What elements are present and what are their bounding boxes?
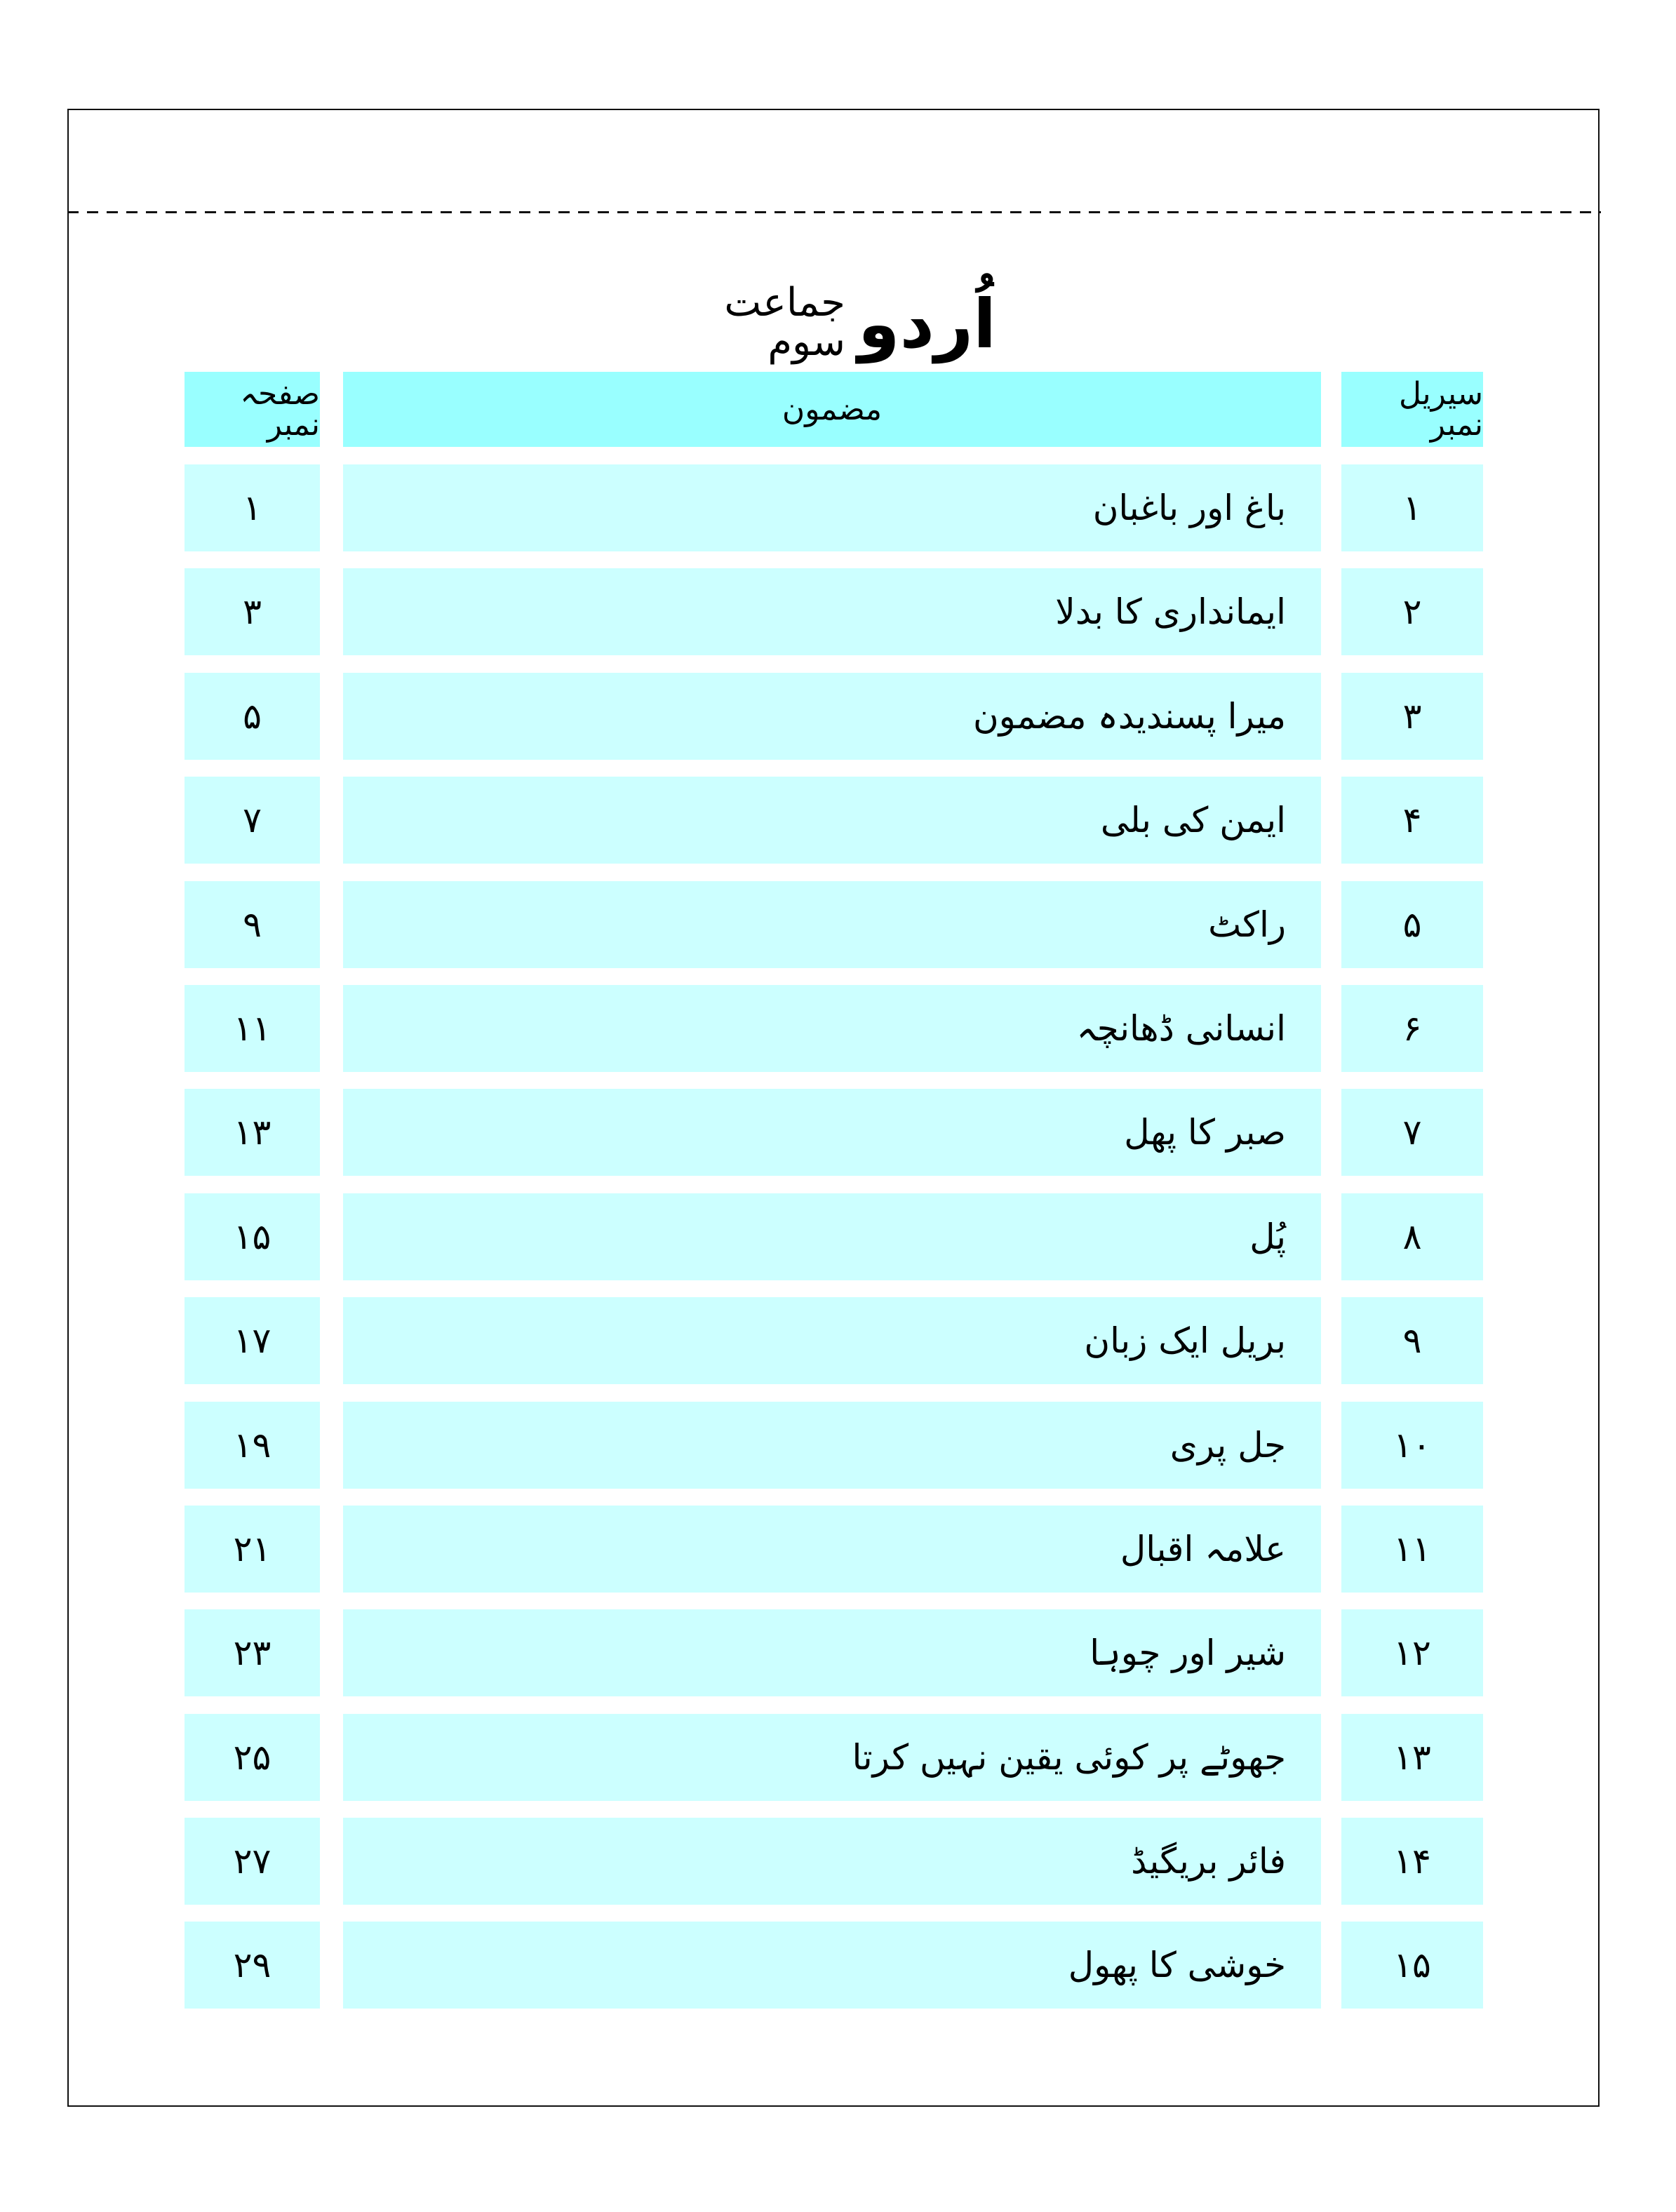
header-page-number: صفحہ نمبر: [185, 372, 320, 447]
row-4-title[interactable]: ایمن کی بلی: [343, 777, 1321, 864]
row-12-title[interactable]: شیر اور چوہا: [343, 1609, 1321, 1696]
row-8-page: ۱۵: [185, 1193, 320, 1280]
row-4-serial: ۴: [1341, 777, 1483, 864]
row-15-title[interactable]: خوشی کا پھول: [343, 1922, 1321, 2009]
page-title: اُردو: [857, 285, 996, 363]
row-9-serial: ۹: [1341, 1297, 1483, 1384]
row-11-serial: ۱۱: [1341, 1506, 1483, 1593]
row-5-title[interactable]: راکٹ: [343, 881, 1321, 968]
row-1-title[interactable]: باغ اور باغبان: [343, 464, 1321, 551]
row-11-page: ۲۱: [185, 1506, 320, 1593]
row-5-serial: ۵: [1341, 881, 1483, 968]
row-15-page: ۲۹: [185, 1922, 320, 2009]
row-8-serial: ۸: [1341, 1193, 1483, 1280]
dashed-cut-line: [67, 211, 1601, 213]
row-13-serial: ۱۳: [1341, 1714, 1483, 1801]
row-13-page: ۲۵: [185, 1714, 320, 1801]
header-topic: مضمون: [343, 372, 1321, 447]
row-6-serial: ۶: [1341, 985, 1483, 1072]
row-8-title[interactable]: پُل: [343, 1193, 1321, 1280]
row-6-title[interactable]: انسانی ڈھانچہ: [343, 985, 1321, 1072]
header-serial-number: سیریل نمبر: [1341, 372, 1483, 447]
row-7-title[interactable]: صبر کا پھل: [343, 1089, 1321, 1176]
page-subtitle: جماعت سوم: [724, 280, 845, 365]
row-2-serial: ۲: [1341, 568, 1483, 655]
row-3-serial: ۳: [1341, 673, 1483, 760]
row-9-page: ۱۷: [185, 1297, 320, 1384]
row-7-serial: ۷: [1341, 1089, 1483, 1176]
row-7-page: ۱۳: [185, 1089, 320, 1176]
row-10-page: ۱۹: [185, 1402, 320, 1489]
row-15-serial: ۱۵: [1341, 1922, 1483, 2009]
page-heading: [673, 270, 996, 372]
row-12-serial: ۱۲: [1341, 1609, 1483, 1696]
row-10-serial: ۱۰: [1341, 1402, 1483, 1489]
row-10-title[interactable]: جل پری: [343, 1402, 1321, 1489]
row-2-title[interactable]: ایمانداری کا بدلا: [343, 568, 1321, 655]
row-6-page: ۱۱: [185, 985, 320, 1072]
row-14-title[interactable]: فائر بریگیڈ: [343, 1818, 1321, 1905]
row-1-page: ۱: [185, 464, 320, 551]
row-3-title[interactable]: میرا پسندیدہ مضمون: [343, 673, 1321, 760]
row-13-title[interactable]: جھوٹے پر کوئی یقین نہیں کرتا: [343, 1714, 1321, 1801]
row-14-page: ۲۷: [185, 1818, 320, 1905]
row-4-page: ۷: [185, 777, 320, 864]
row-1-serial: ۱: [1341, 464, 1483, 551]
row-9-title[interactable]: بریل ایک زبان: [343, 1297, 1321, 1384]
row-2-page: ۳: [185, 568, 320, 655]
row-11-title[interactable]: علامہ اقبال: [343, 1506, 1321, 1593]
row-12-page: ۲۳: [185, 1609, 320, 1696]
row-14-serial: ۱۴: [1341, 1818, 1483, 1905]
row-5-page: ۹: [185, 881, 320, 968]
row-3-page: ۵: [185, 673, 320, 760]
